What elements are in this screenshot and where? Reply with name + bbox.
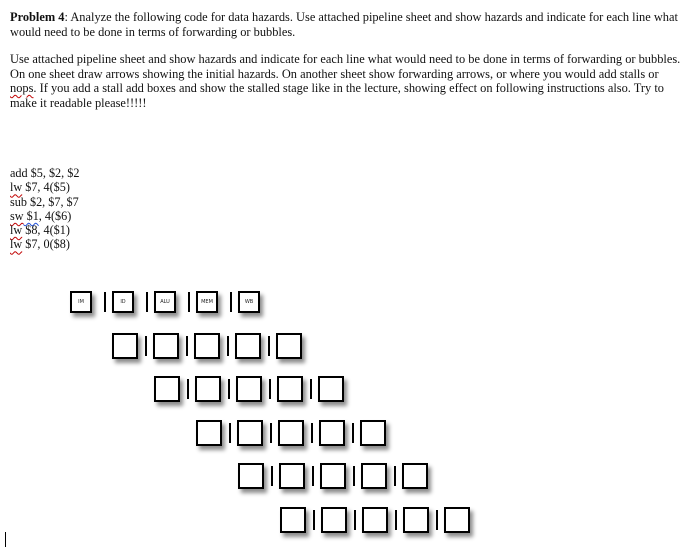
text-cursor: [5, 532, 6, 547]
pipeline-separator: [310, 379, 312, 399]
instructions-part-a: Use attached pipeline sheet and show hazards and indicate for each line what would need to be done in terms of forwarding or bubbles. On one sheet draw arrows showing the initial hazards. On another sheet show forwarding arrows, or where you would add stalls or: [10, 52, 681, 81]
pipeline-stage-box: [278, 420, 304, 446]
problem-label: Problem 4: [10, 10, 65, 24]
pipeline-separator: [230, 292, 232, 312]
pipeline-separator: [270, 423, 272, 443]
code-op: sw: [10, 208, 24, 223]
pipeline-separator: [268, 336, 270, 356]
pipeline-separator: [352, 423, 354, 443]
problem-instructions: [10, 52, 682, 110]
pipeline-separator: [186, 336, 188, 356]
pipeline-stage-box: [276, 333, 302, 359]
pipeline-separator: [104, 292, 106, 312]
code-args: $8, 4($1): [22, 223, 70, 238]
pipeline-separator: [394, 466, 396, 486]
code-op: lw: [10, 223, 23, 238]
pipeline-stage-box: [279, 463, 305, 489]
pipeline-separator: [146, 292, 148, 312]
code-line-4: [10, 209, 79, 223]
code-args-tail: , 4($6): [38, 208, 72, 223]
pipeline-separator: [312, 466, 314, 486]
pipeline-separator: [187, 379, 189, 399]
pipeline-separator: [229, 423, 231, 443]
pipeline-stage-box: [362, 507, 388, 533]
pipeline-stage-box: [154, 376, 180, 402]
pipeline-stage-box: [153, 333, 179, 359]
pipeline-stage-box: [236, 376, 262, 402]
pipeline-separator: [311, 423, 313, 443]
code-op: lw: [10, 237, 23, 252]
pipeline-stage-label: WB: [244, 299, 254, 305]
pipeline-separator: [271, 466, 273, 486]
pipeline-separator: [436, 510, 438, 530]
pipeline-stage-box: [70, 291, 92, 313]
pipeline-separator: [227, 336, 229, 356]
code-op: sub: [10, 194, 27, 209]
code-line-6: [10, 237, 79, 251]
pipeline-stage-label: ALU: [160, 299, 170, 305]
pipeline-separator: [395, 510, 397, 530]
code-args: $7, 4($5): [22, 180, 70, 195]
pipeline-stage-label: IM: [78, 299, 84, 305]
pipeline-stage-box: [321, 507, 347, 533]
pipeline-separator: [145, 336, 147, 356]
code-line-3: [10, 195, 79, 209]
pipeline-separator: [353, 466, 355, 486]
code-listing: [10, 166, 79, 252]
code-line-1: [10, 166, 79, 180]
instructions-nops: nops: [10, 81, 34, 95]
pipeline-stage-box: [194, 333, 220, 359]
pipeline-stage-box: [318, 376, 344, 402]
pipeline-stage-box: [360, 420, 386, 446]
pipeline-stage-box: [280, 507, 306, 533]
code-args: $1: [23, 208, 39, 223]
pipeline-stage-box: [238, 291, 260, 313]
pipeline-separator: [313, 510, 315, 530]
problem-intro-text: : Analyze the following code for data hazards. Use attached pipeline sheet and show hazards and indicate for each line what would need to be done in terms of forwarding or bubbles.: [10, 10, 678, 39]
code-op: lw: [10, 180, 23, 195]
pipeline-stage-label: ID: [120, 299, 126, 305]
pipeline-stage-label: MEM: [201, 299, 213, 305]
pipeline-stage-box: [277, 376, 303, 402]
code-line-2: [10, 180, 79, 194]
pipeline-stage-box: [320, 463, 346, 489]
pipeline-stage-box: [235, 333, 261, 359]
code-args: $5, $2, $2: [27, 166, 80, 180]
code-args: $7, 0($8): [22, 237, 70, 252]
pipeline-stage-box: [319, 420, 345, 446]
pipeline-stage-box: [402, 463, 428, 489]
pipeline-separator: [269, 379, 271, 399]
instructions-part-b: . If you add a stall add boxes and show the stalled stage like in the lecture, showing effect on following instructions also. Try to make it readable please!!!!!: [10, 81, 664, 110]
code-line-5: [10, 223, 79, 237]
code-op: add: [10, 166, 28, 180]
pipeline-separator: [188, 292, 190, 312]
pipeline-stage-box: [403, 507, 429, 533]
problem-intro: [10, 10, 682, 39]
pipeline-stage-box: [196, 420, 222, 446]
pipeline-stage-box: [154, 291, 176, 313]
pipeline-stage-box: [444, 507, 470, 533]
pipeline-stage-box: [361, 463, 387, 489]
pipeline-separator: [228, 379, 230, 399]
code-args: $2, $7, $7: [26, 194, 79, 209]
pipeline-stage-box: [237, 420, 263, 446]
pipeline-stage-box: [112, 291, 134, 313]
pipeline-separator: [354, 510, 356, 530]
pipeline-stage-box: [196, 291, 218, 313]
pipeline-stage-box: [112, 333, 138, 359]
pipeline-stage-box: [238, 463, 264, 489]
pipeline-stage-box: [195, 376, 221, 402]
